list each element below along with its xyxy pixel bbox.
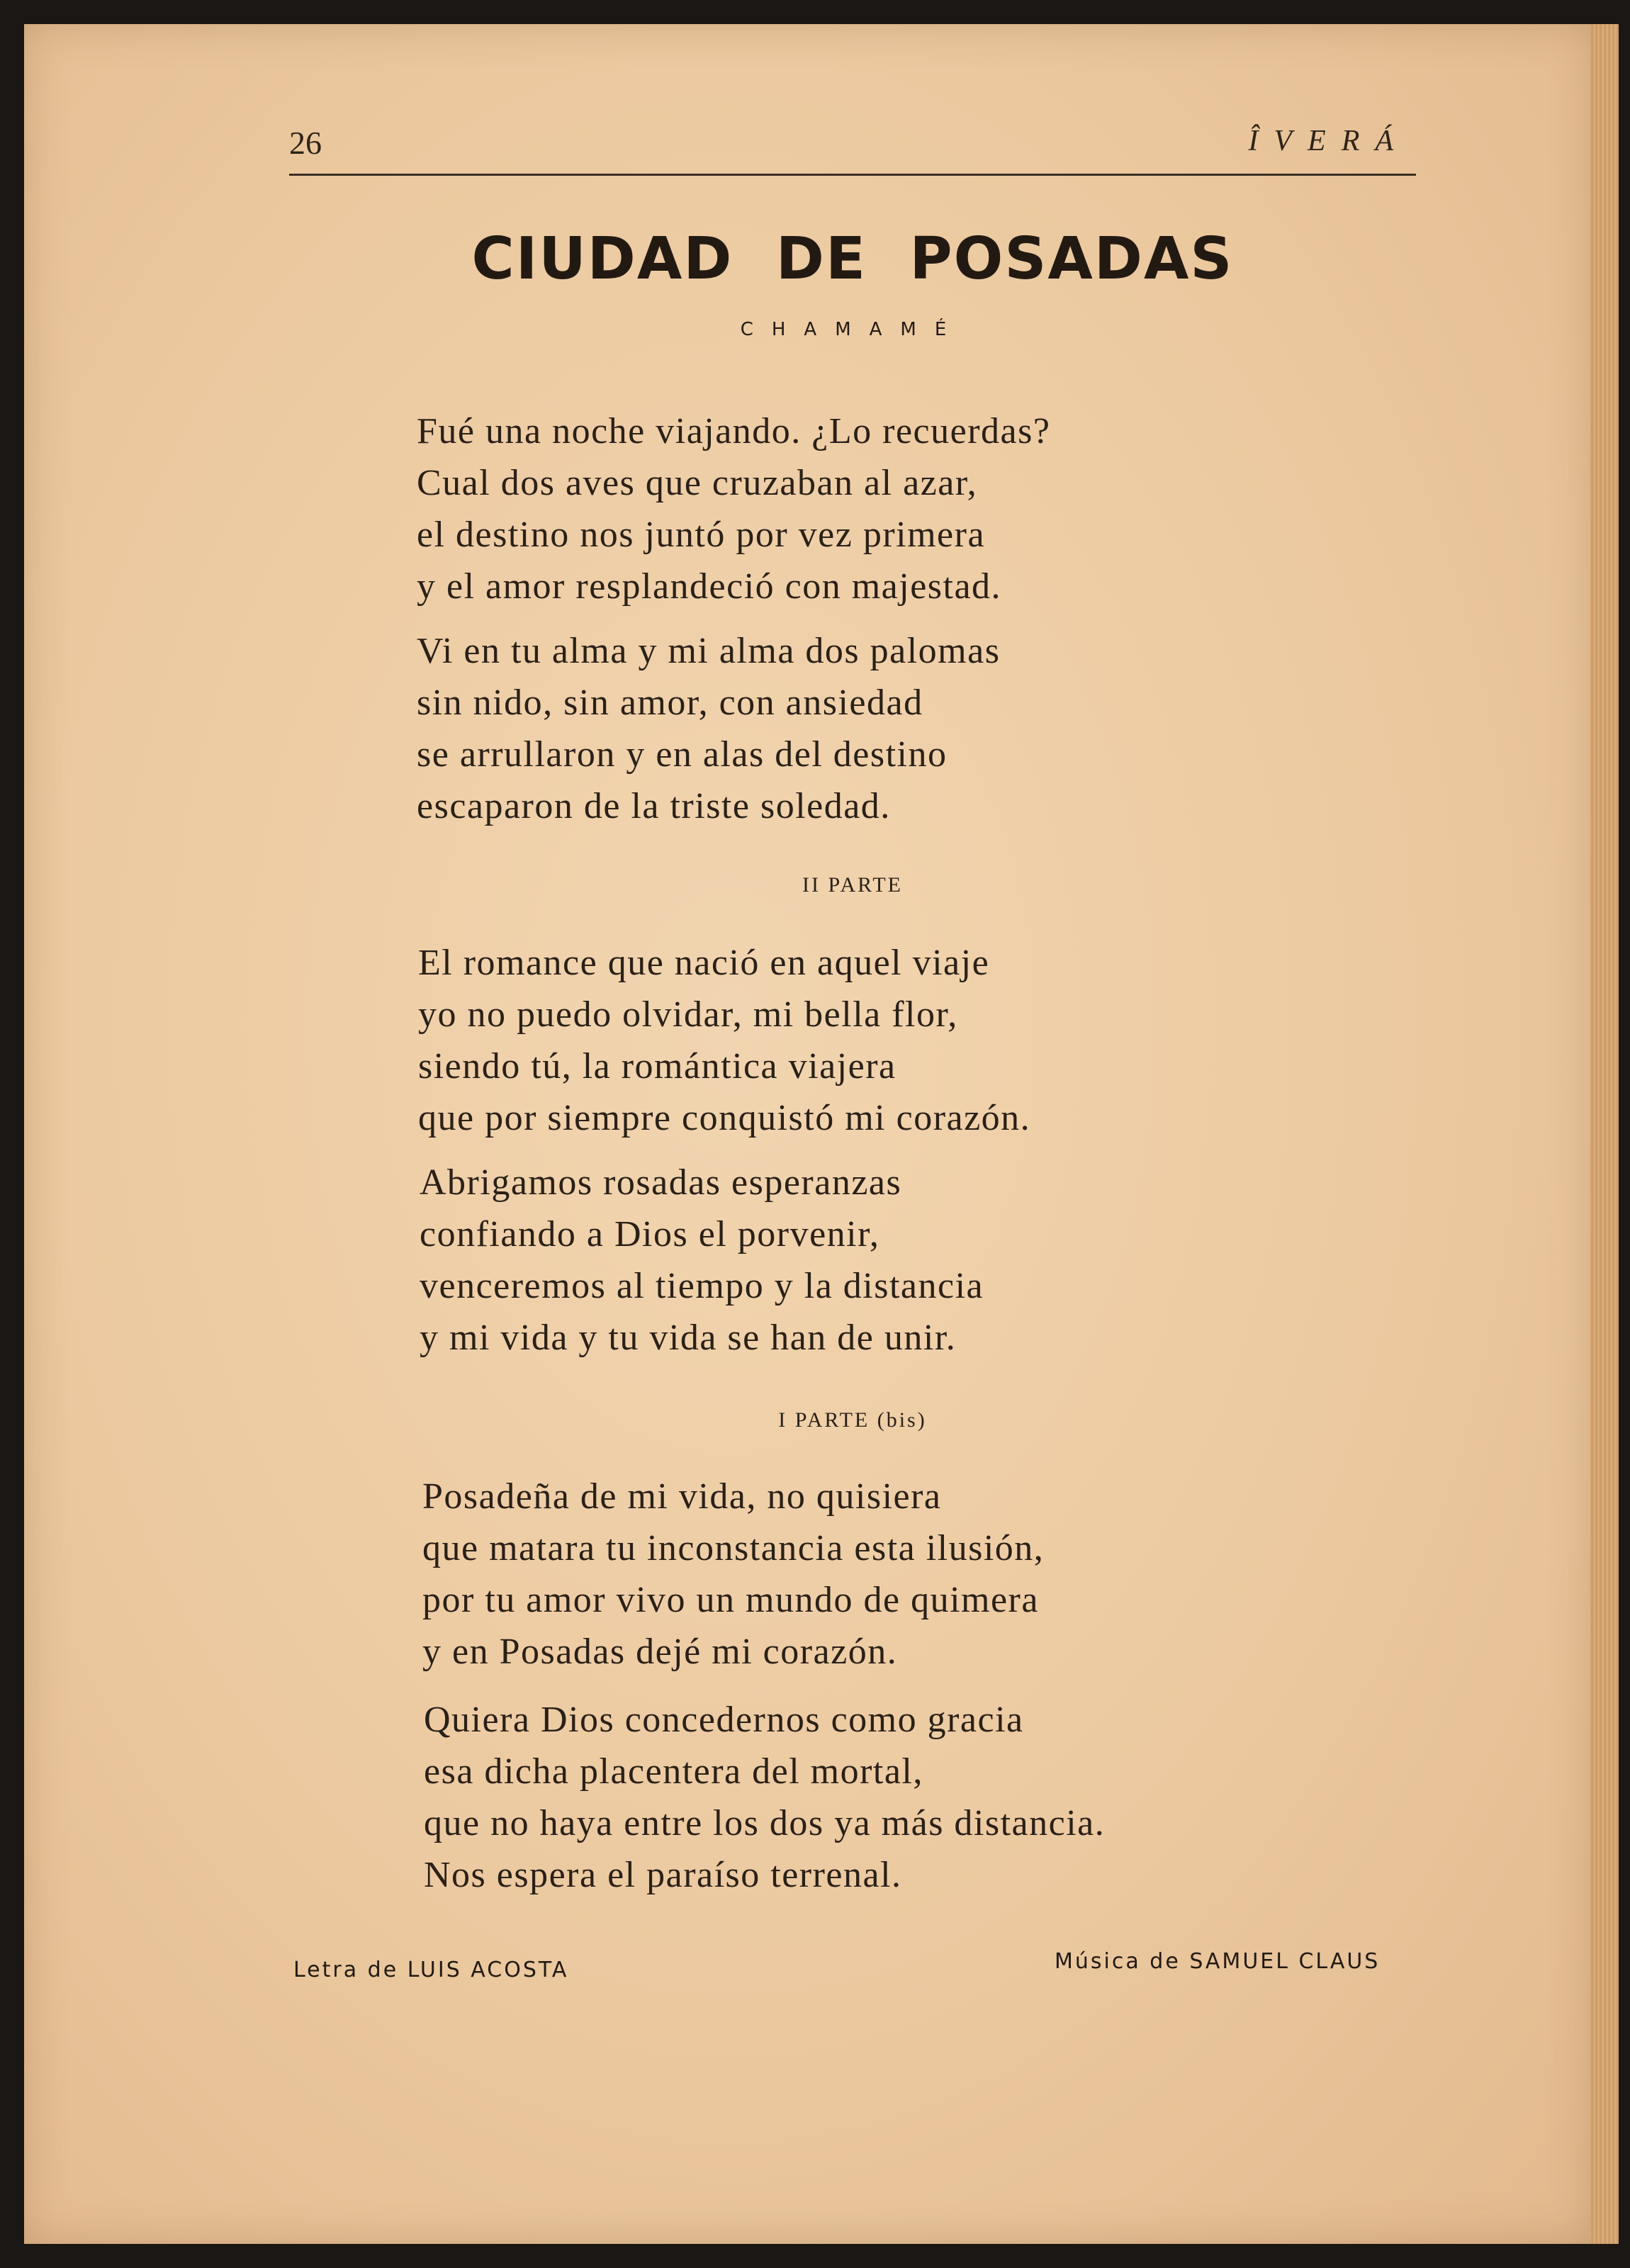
lyrics-credit: Letra de LUIS ACOSTA [293,1958,569,1982]
running-head: ÎVERÁ [1248,125,1409,157]
verse-line: venceremos al tiempo y la distancia [420,1266,984,1306]
verse-line: siendo tú, la romántica viajera [418,1046,896,1087]
page-edge [1590,24,1619,2244]
verse-line: El romance que nació en aquel viaje [418,943,990,983]
verse-line: Fué una noche viajando. ¿Lo recuerdas? [417,411,1051,451]
verse-line: sin nido, sin amor, con ansiedad [417,683,923,723]
song-title: CIUDAD DE POSADAS [471,225,1234,293]
verse-line: Quiera Dios concedernos como gracia [424,1700,1024,1740]
verse-line: yo no puedo olvidar, mi bella flor, [418,994,958,1035]
stanza-4 [420,1157,984,1364]
verse-line: que matara tu inconstancia esta ilusión, [422,1528,1045,1568]
stanza-1 [417,405,1050,612]
stanza-6 [424,1694,1105,1901]
verse-line: que no haya entre los dos ya más distancia. [424,1803,1106,1843]
verse-line: y mi vida y tu vida se han de unir. [420,1318,957,1358]
verse-line: por tu amor vivo un mundo de quimera [422,1580,1039,1620]
verse-line: Nos espera el paraíso terrenal. [424,1855,902,1895]
verse-line: escaparon de la triste soledad. [417,786,891,826]
verse-line: Abrigamos rosadas esperanzas [420,1162,902,1203]
section-label-part-2: II PARTE [802,873,903,897]
stanza-3 [418,937,1030,1144]
section-label-part-1-bis: I PARTE (bis) [778,1408,927,1432]
verse-line: confiando a Dios el porvenir, [420,1214,880,1254]
music-credit: Música de SAMUEL CLAUS [1055,1949,1381,1974]
verse-line: que por siempre conquistó mi corazón. [418,1098,1031,1138]
page-number: 26 [289,125,322,161]
verse-line: se arrullaron y en alas del destino [417,734,948,775]
verse-line: Posadeña de mi vida, no quisiera [422,1476,942,1517]
song-genre: CHAMAMÉ [740,319,965,340]
page-header [289,124,1416,181]
verse-line: esa dicha placentera del mortal, [424,1751,923,1792]
verse-line: el destino nos juntó por vez primera [417,515,986,555]
verse-line: Cual dos aves que cruzaban al azar, [417,463,978,503]
verse-line: Vi en tu alma y mi alma dos palomas [417,631,1001,671]
stanza-2 [417,625,1000,832]
stanza-5 [422,1471,1044,1678]
header-rule [289,174,1416,176]
verse-line: y en Posadas dejé mi corazón. [422,1632,898,1672]
verse-line: y el amor resplandeció con majestad. [417,566,1002,607]
